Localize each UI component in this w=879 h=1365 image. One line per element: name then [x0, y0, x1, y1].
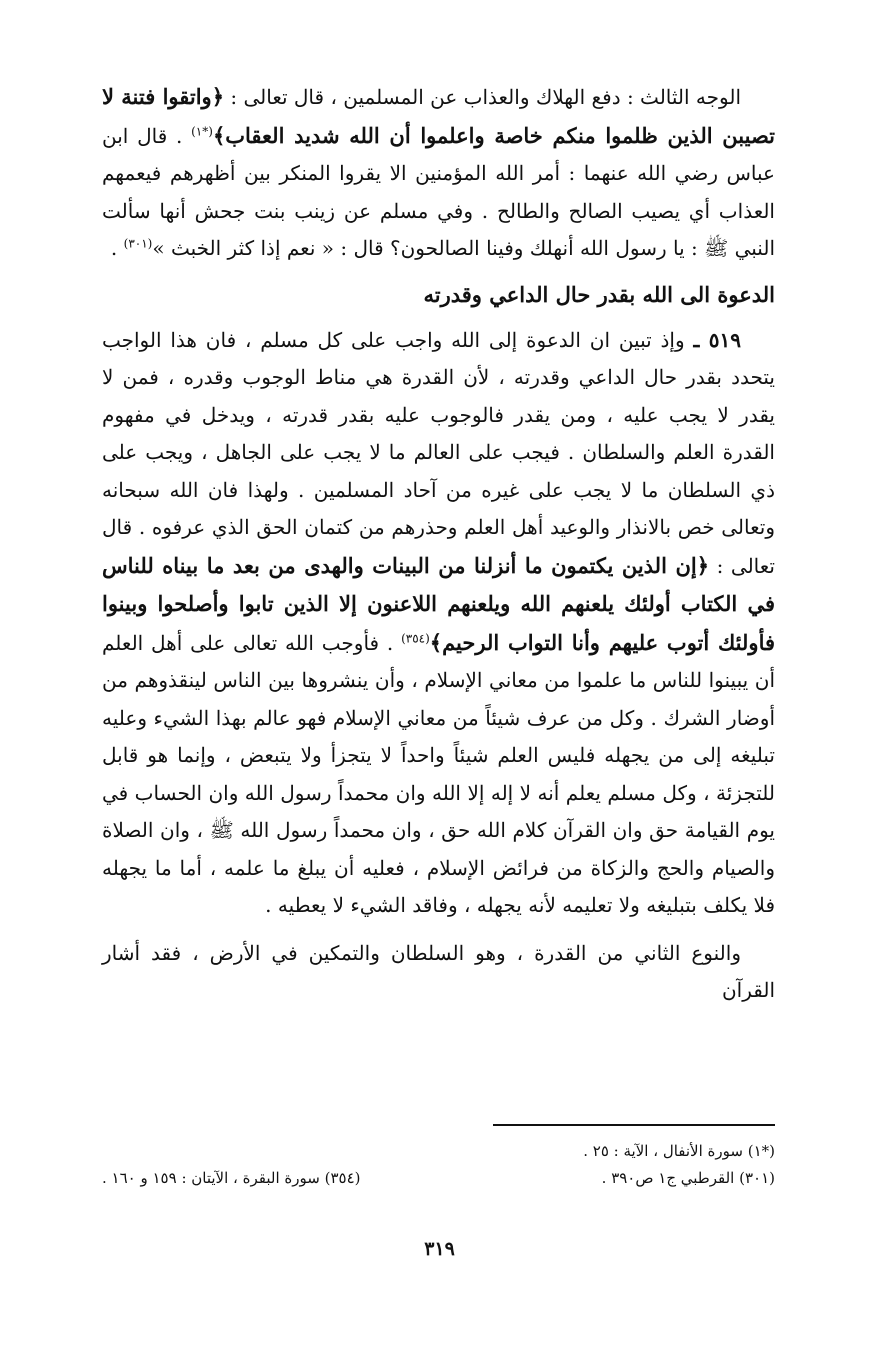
- footnote-ref-354: (٣٥٤): [401, 630, 430, 645]
- paragraph-1-intro: الوجه الثالث : دفع الهلاك والعذاب عن المسلمين ، قال تعالى :: [224, 85, 741, 109]
- paragraph-1-rest: . قال ابن عباس رضي الله عنهما : أمر الله المؤمنين الا يقروا المنكر بين أظهرهم فيعمهم العذاب أي يصيب الصالح والطالح . وفي مسلم عن زينب بنت جحش أنها سألت النبي ﷺ : يا رسول الله أنهلك وفينا الصالحون؟ قال : « نعم إذا كثر الخبث »: [102, 123, 775, 260]
- paragraph-number: ٥١٩ ـ: [693, 327, 741, 352]
- section-heading: الدعوة الى الله بقدر حال الداعي وقدرته: [423, 281, 775, 307]
- footnote-ref-1: (*١): [191, 123, 213, 138]
- quran-verse-1: ﴿واتقوا فتنة لا تصيبن الذين ظلموا منكم خاصة واعلموا أن الله شديد العقاب﴾: [102, 84, 775, 148]
- footnote-row-2: [102, 1165, 775, 1192]
- footnote-divider: [493, 1124, 775, 1126]
- paragraph-3: والنوع الثاني من القدرة ، وهو السلطان والتمكين في الأرض ، فقد أشار القرآن: [102, 940, 775, 1002]
- footnote-row-1: [102, 1138, 775, 1165]
- footnote-301: (٣٠١) القرطبي ج١ ص٣٩٠ .: [601, 1169, 775, 1187]
- paragraph-2: [102, 322, 775, 925]
- quran-verse-2: ﴿إن الذين يكتمون ما أنزلنا من البينات والهدى من بعد ما بيناه للناس في الكتاب أولئك يلعنهم الله ويلعنهم اللاعنون إلا الذين تابوا وأصلحوا وبينوا فأولئك أتوب عليهم وأنا التواب الرحيم﴾: [102, 552, 776, 655]
- paragraph-1: [102, 78, 775, 268]
- footnote-354: (٣٥٤) سورة البقرة ، الآيتان : ١٥٩ و ١٦٠ .: [102, 1169, 361, 1187]
- paragraph-1-end: .: [110, 236, 124, 260]
- paragraph-2-text-before: وإذ تبين ان الدعوة إلى الله واجب على كل مسلم ، فان هذا الواجب يتحدد بقدر حال الداعي وقدرته ، لأن القدرة هي مناط الوجوب وقدره ، فمن لا يقدر لا يجب عليه ، ومن يقدر فالوجوب عليه بقدر قدرته ، ويدخل في مفهوم القدرة العلم والسلطان . فيجب على العالم ما لا يجب على الجاهل ، ويجب على ذي السلطان ما لا يجب على غيره من آحاد المسلمين . ولهذا فان الله سبحانه وتعالى خص بالانذار والوعيد أهل العلم وحذرهم من كتمان الحق الذي عرفوه . قال تعالى :: [102, 327, 775, 578]
- page-number: ٣١٩: [424, 1238, 455, 1260]
- footnote-1: (*١) سورة الأنفال ، الآية : ٢٥ .: [583, 1142, 775, 1160]
- footnotes: [102, 1138, 775, 1192]
- paragraph-2-text-after: . فأوجب الله تعالى على أهل العلم أن يبينوا للناس ما علموا من معاني الإسلام ، وأن ينشروها بين الناس لينقذوهم من أوضار الشرك . وكل من عرف شيئاً من معاني الإسلام فهو عالم بهذا الشيء وعليه تبليغه إلى من يجهله فليس العلم شيئاً واحداً لا يتجزأ ولا يتبعض ، وإنما هو قابل للتجزئة ، وكل مسلم يعلم أنه لا إله إلا الله وان محمداً رسول الله وان الحساب في يوم القيامة حق وان القرآن كلام الله حق ، وان محمداً رسول الله ﷺ ، وان الصلاة والصيام والحج والزكاة من فرائض الإسلام ، فعليه أن يبلغ ما علمه ، أما ما يجهله فلا يكلف بتبليغه ولا تعليمه لأنه يجهله ، وفاقد الشيء لا يعطيه .: [102, 630, 775, 917]
- footnote-ref-301: (٣٠١): [123, 236, 153, 251]
